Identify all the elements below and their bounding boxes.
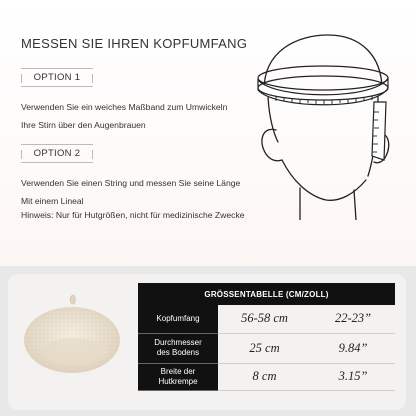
value-cm: 8 cm	[218, 363, 311, 390]
page-title: MESSEN SIE IHREN KOPFUMFANG	[21, 36, 248, 51]
measuring-tape-icon	[258, 66, 388, 160]
value-cm: 25 cm	[218, 333, 311, 363]
beret-image	[22, 292, 122, 382]
option-1-text	[21, 100, 227, 133]
table-row	[138, 363, 395, 390]
option-2-line-2: Mit einem Lineal	[21, 196, 84, 206]
size-table	[138, 283, 395, 391]
table-row	[138, 333, 395, 363]
hint-text: Hinweis: Nur für Hutgrößen, nicht für medizinische Zwecke	[21, 210, 245, 220]
value-inch: 9.84”	[311, 333, 395, 363]
option-2-badge: OPTION 2	[21, 144, 93, 163]
row-label: Kopfumfang	[138, 305, 218, 333]
value-cm: 56-58 cm	[218, 305, 311, 333]
option-1-badge: OPTION 1	[21, 68, 93, 87]
row-label: Durchmesser des Bodens	[138, 333, 218, 363]
table-row	[138, 305, 395, 333]
value-inch: 22-23”	[311, 305, 395, 333]
size-table-header: GRÖSSENTABELLE (CM/ZOLL)	[138, 283, 395, 305]
option-2-text	[21, 176, 240, 209]
row-label: Breite der Hutkrempe	[138, 363, 218, 390]
option-1-line-1: Verwenden Sie ein weiches Maßband zum Umwickeln	[21, 102, 228, 112]
option-2-line-1: Verwenden Sie einen String und messen Sie seine Länge	[21, 178, 241, 188]
option-1-line-2: Ihre Stirn über den Augenbrauen	[21, 120, 146, 130]
head-outline-icon	[236, 30, 406, 220]
value-inch: 3.15”	[311, 363, 395, 390]
